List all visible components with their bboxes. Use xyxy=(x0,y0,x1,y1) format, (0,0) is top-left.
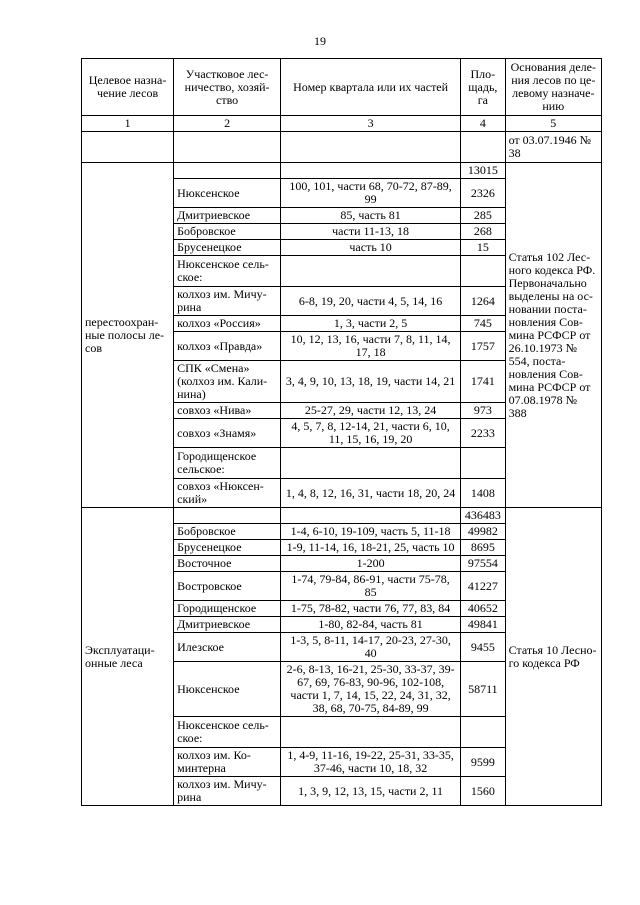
area: 41227 xyxy=(461,572,505,601)
section-total-row xyxy=(82,508,602,524)
quarters: 1-74, 79-84, 86-91, части 75-78, 85 xyxy=(281,572,461,601)
quarters: 1-3, 5, 8-11, 14-17, 20-23, 27-30, 40 xyxy=(281,633,461,662)
quarters: 25-27, 29, части 12, 13, 24 xyxy=(281,403,461,419)
area: 15 xyxy=(461,240,505,256)
forestry-name: Дмитриевское xyxy=(174,208,281,224)
area: 285 xyxy=(461,208,505,224)
forestry-name: Нюксенское сель-ское: xyxy=(174,256,281,287)
area: 97554 xyxy=(461,556,505,572)
forestry-name: Нюксенское xyxy=(174,662,281,717)
quarters: 3, 4, 9, 10, 13, 18, 19, части 14, 21 xyxy=(281,361,461,403)
area: 745 xyxy=(461,316,505,332)
quarters: 1-9, 11-14, 16, 18-21, 25, часть 10 xyxy=(281,540,461,556)
purpose-cell: перестоохран-ные полосы ле-сов xyxy=(82,163,174,508)
header-purpose: Целевое назна-чение лесов xyxy=(82,59,174,116)
quarters: 1, 4-9, 11-16, 19-22, 25-31, 33-35, 37-46, части 10, 18, 32 xyxy=(281,748,461,777)
section-total-row xyxy=(82,163,602,179)
basis-cell: Статья 102 Лес-ного кодекса РФ. Первоначально выделены на ос-новании поста-новления Сов-мина РСФСР от 26.10.1973 № 554, поста-новления Сов-мина РСФСР от 07.08.1978 № 388 xyxy=(505,163,601,508)
forestry-name: СПК «Смена» (колхоз им. Кали-нина) xyxy=(174,361,281,403)
forestry-name: Нюксенское xyxy=(174,179,281,208)
forestry-name: Городищенское xyxy=(174,601,281,617)
quarters: 100, 101, части 68, 70-72, 87-89, 99 xyxy=(281,179,461,208)
quarters xyxy=(281,256,461,287)
area: 58711 xyxy=(461,662,505,717)
quarters: 2-6, 8-13, 16-21, 25-30, 33-37, 39-67, 69, 76-83, 90-96, 102-108, части 1, 7, 14, 15, 22, 24, 31, 32, 38, 68, 70-75, 84-89, 99 xyxy=(281,662,461,717)
header-quarters: Номер квартала или их частей xyxy=(281,59,461,116)
quarters: 1-75, 78-82, части 76, 77, 83, 84 xyxy=(281,601,461,617)
area: 49841 xyxy=(461,617,505,633)
area: 9455 xyxy=(461,633,505,662)
forestry-name: колхоз им. Мичу-рина xyxy=(174,777,281,806)
column-number: 2 xyxy=(174,116,281,132)
column-number: 3 xyxy=(281,116,461,132)
carryover-row xyxy=(82,132,602,163)
column-number: 1 xyxy=(82,116,174,132)
forestry-name: Илезское xyxy=(174,633,281,662)
quarters: части 11-13, 18 xyxy=(281,224,461,240)
quarters: 10, 12, 13, 16, части 7, 8, 11, 14, 17, 18 xyxy=(281,332,461,361)
area: 9599 xyxy=(461,748,505,777)
forestry-name: колхоз им. Мичу-рина xyxy=(174,287,281,316)
forestry-name: совхоз «Нюксен-ский» xyxy=(174,479,281,508)
purpose-cell: Эксплуатаци-онные леса xyxy=(82,508,174,806)
section-total: 13015 xyxy=(461,163,505,179)
header-basis: Основания деле-ния лесов по це-левому назначе-нию xyxy=(505,59,601,116)
section-total: 436483 xyxy=(461,508,505,524)
quarters: 1-200 xyxy=(281,556,461,572)
forestry-name: колхоз им. Ко-минтерна xyxy=(174,748,281,777)
forest-purpose-table xyxy=(81,58,602,806)
area: 2233 xyxy=(461,419,505,448)
header-forestry: Участковое лес-ничество, хозяй-ство xyxy=(174,59,281,116)
page-number: 19 xyxy=(314,34,326,48)
area: 1264 xyxy=(461,287,505,316)
forestry-name: Восточное xyxy=(174,556,281,572)
quarters: 1, 3, 9, 12, 13, 15, части 2, 11 xyxy=(281,777,461,806)
quarters: 1, 3, части 2, 5 xyxy=(281,316,461,332)
quarters: 6-8, 19, 20, части 4, 5, 14, 16 xyxy=(281,287,461,316)
forestry-name: Бобровское xyxy=(174,524,281,540)
area: 268 xyxy=(461,224,505,240)
area xyxy=(461,256,505,287)
area: 8695 xyxy=(461,540,505,556)
area: 1757 xyxy=(461,332,505,361)
forestry-name: колхоз «Россия» xyxy=(174,316,281,332)
area: 2326 xyxy=(461,179,505,208)
forestry-name: Нюксенское сель-ское: xyxy=(174,717,281,748)
forestry-name: Брусенецкое xyxy=(174,240,281,256)
area: 40652 xyxy=(461,601,505,617)
quarters: 1-4, 6-10, 19-109, часть 5, 11-18 xyxy=(281,524,461,540)
quarters: 85, часть 81 xyxy=(281,208,461,224)
quarters: 1-80, 82-84, часть 81 xyxy=(281,617,461,633)
area: 49982 xyxy=(461,524,505,540)
header-area: Пло-щадь, га xyxy=(461,59,505,116)
forestry-name: Дмитриевское xyxy=(174,617,281,633)
column-number: 4 xyxy=(461,116,505,132)
header-row xyxy=(82,59,602,116)
carryover-basis: от 03.07.1946 № 38 xyxy=(505,132,601,163)
quarters xyxy=(281,717,461,748)
forestry-name: совхоз «Нива» xyxy=(174,403,281,419)
quarters: часть 10 xyxy=(281,240,461,256)
area: 1741 xyxy=(461,361,505,403)
quarters: 1, 4, 8, 12, 16, 31, части 18, 20, 24 xyxy=(281,479,461,508)
forestry-name: совхоз «Знамя» xyxy=(174,419,281,448)
area: 1560 xyxy=(461,777,505,806)
quarters xyxy=(281,448,461,479)
area xyxy=(461,448,505,479)
forestry-name: Брусенецкое xyxy=(174,540,281,556)
quarters: 4, 5, 7, 8, 12-14, 21, части 6, 10, 11, 15, 16, 19, 20 xyxy=(281,419,461,448)
basis-cell: Статья 10 Лесно-го кодекса РФ xyxy=(505,508,601,806)
area xyxy=(461,717,505,748)
forestry-name: Городищенское сельское: xyxy=(174,448,281,479)
area: 973 xyxy=(461,403,505,419)
forestry-name: Востровское xyxy=(174,572,281,601)
forestry-name: Бобровское xyxy=(174,224,281,240)
forestry-name: колхоз «Правда» xyxy=(174,332,281,361)
area: 1408 xyxy=(461,479,505,508)
column-number: 5 xyxy=(505,116,601,132)
column-number-row xyxy=(82,116,602,132)
